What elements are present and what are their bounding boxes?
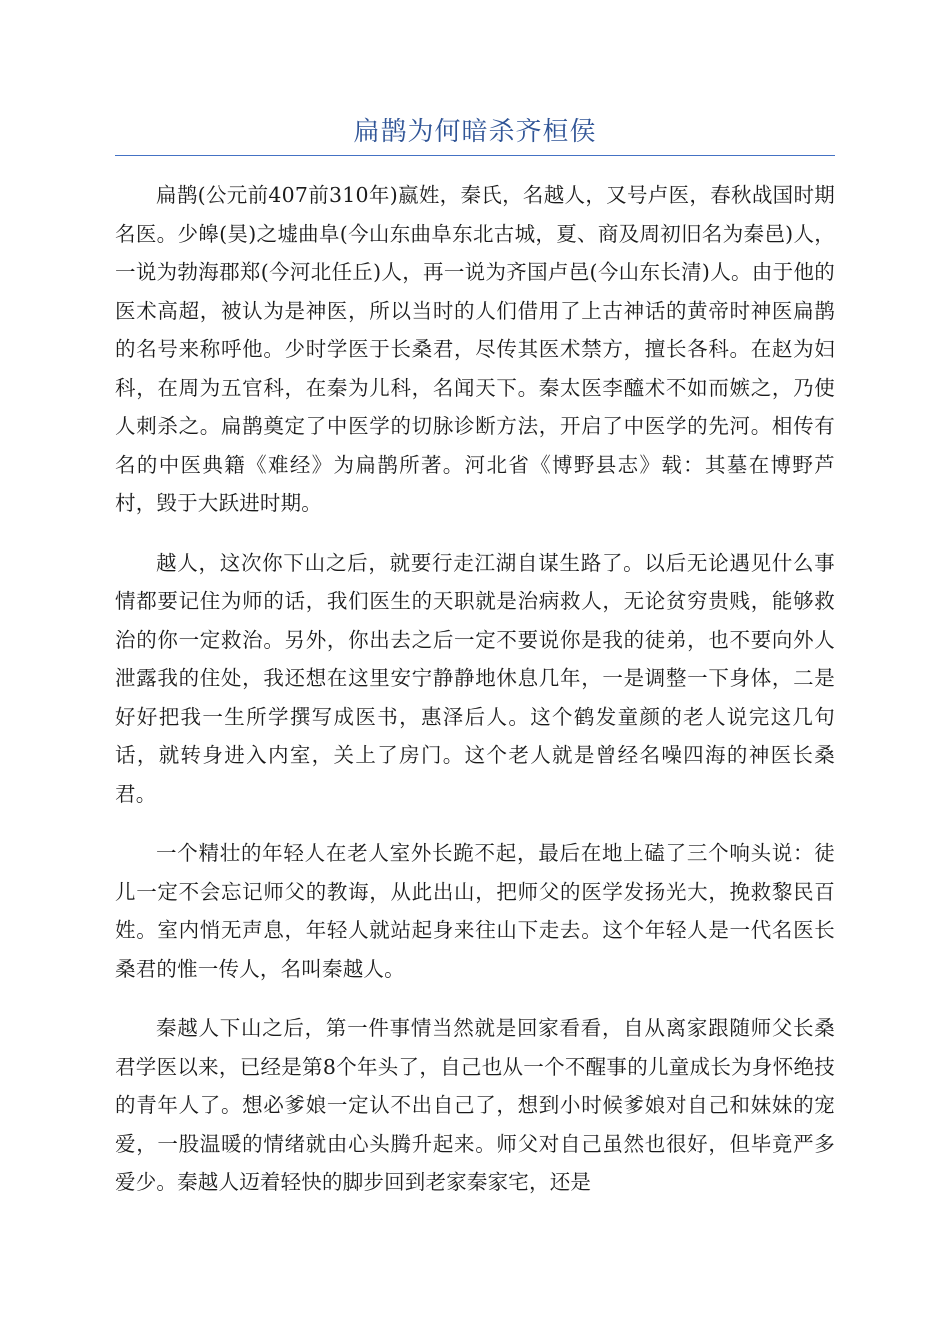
paragraph-4: 秦越人下山之后，第一件事情当然就是回家看看，自从离家跟随师父长桑君学医以来，已经是第8个年头了，自己也从一个不醒事的儿童成长为身怀绝技的青年人了。想必爹娘一定认不出自己了，想到小时候爹娘对自己和妹妹的宠爱，一股温暖的情绪就由心头腾升起来。师父对自己虽然也很好，但毕竟严多爱少。秦越人迈着轻快的脚步回到老家秦家宅，还是: [115, 1016, 835, 1194]
document-body: [115, 176, 835, 1223]
paragraph-3: 一个精壮的年轻人在老人室外长跪不起，最后在地上磕了三个响头说：徒儿一定不会忘记师父的教诲，从此出山，把师父的医学发扬光大，挽救黎民百姓。室内悄无声息，年轻人就站起身来往山下走去。这个年轻人是一代名医长桑君的惟一传人，名叫秦越人。: [115, 841, 835, 981]
document-title: 扁鹊为何暗杀齐桓侯: [353, 117, 597, 147]
paragraph-1: 扁鹊(公元前407前310年)嬴姓，秦氏，名越人，又号卢医，春秋战国时期名医。少皞(昊)之墟曲阜(今山东曲阜东北古城，夏、商及周初旧名为秦邑)人，一说为勃海郡郑(今河北任丘)人，再一说为齐国卢邑(今山东长清)人。由于他的医术高超，被认为是神医，所以当时的人们借用了上古神话的黄帝时神医扁鹊的名号来称呼他。少时学医于长桑君，尽传其医术禁方，擅长各科。在赵为妇科，在周为五官科，在秦为儿科，名闻天下。秦太医李醯术不如而嫉之，乃使人刺杀之。扁鹊奠定了中医学的切脉诊断方法，开启了中医学的先河。相传有名的中医典籍《难经》为扁鹊所著。河北省《博野县志》载：其墓在博野芦村，毁于大跃进时期。: [115, 183, 835, 515]
paragraph-2: 越人，这次你下山之后，就要行走江湖自谋生路了。以后无论遇见什么事情都要记住为师的话，我们医生的天职就是治病救人，无论贫穷贵贱，能够救治的你一定救治。另外，你出去之后一定不要说你是我的徒弟，也不要向外人泄露我的住处，我还想在这里安宁静静地休息几年，一是调整一下身体，二是好好把我一生所学撰写成医书，惠泽后人。这个鹤发童颜的老人说完这几句话，就转身进入内室，关上了房门。这个老人就是曾经名噪四海的神医长桑君。: [115, 550, 835, 806]
title-underline: [115, 155, 835, 156]
